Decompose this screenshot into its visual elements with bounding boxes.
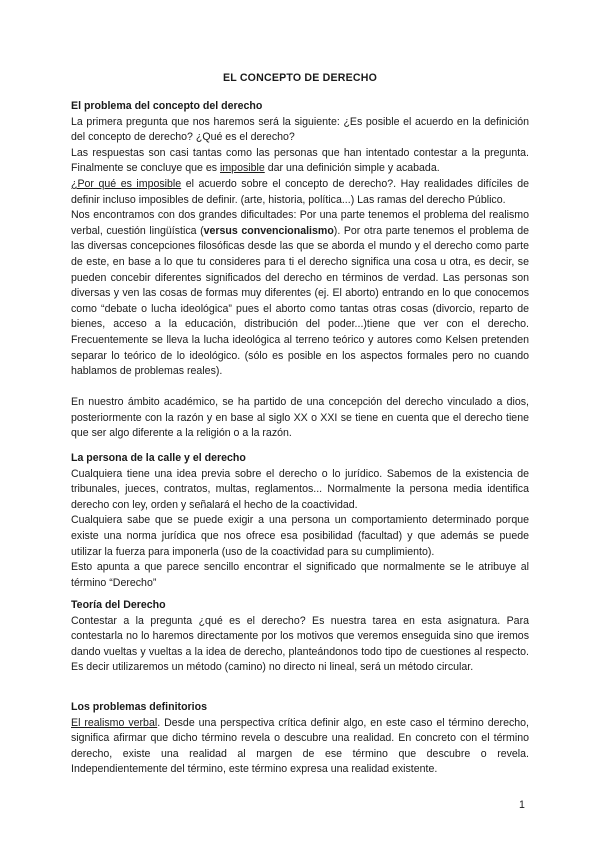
paragraph [71,208,529,380]
paragraph [71,716,529,778]
paragraph: Cualquiera tiene una idea previa sobre el derecho o lo jurídico. Sabemos de la existencia de tribunales, jueces, contratos, multas, reglamentos... Normalmente la persona media identifica derecho con ley, orden y señalará el hecho de la coactividad. [71,467,529,511]
section-definitional-problems [71,700,529,778]
text-run: ). Por otra parte tenemos el problema de las diversas concepciones filosóficas desde las que se aborda el mundo y el derecho como parte de este, en base a lo que tu consideres para ti el derecho significa una cosa u otra, es decir, se pueden concebir diferentes significados del derecho en términos de verdad. Las personas son diversas y ven las cosas de formas muy diferentes (ej. El aborto) entrando en lo que conocemos como “debate o lucha ideológica” pues el aborto como tantas otras cosas (divorcio, reparto de bienes, acceso a la educación, distribución del poder...)tiene que ver con el derecho. Frecuentemente se lleva la lucha ideológica al terreno teórico y autores como Kelsen pretenden separar lo teórico de lo ideológico. (sólo es posible en los aspectos formales pero no cuando hablamos de problemas reales). [71,224,529,378]
section-theory [71,598,529,676]
bold-term: versus convencionalismo [203,224,334,237]
section-heading: Los problemas definitorios [71,701,207,713]
page-number: 1 [519,799,525,811]
text-run: el acuerdo sobre el concepto de derecho?. Hay realidades difíciles de definir incluso imposibles de definir. (arte, historia, política...) Las ramas del derecho Público. [71,177,529,206]
paragraph [71,177,529,208]
paragraph [71,146,529,177]
section-heading: El problema del concepto del derecho [71,100,263,112]
underlined-question: ¿Por qué es imposible [71,177,182,190]
section-person-street [71,451,529,591]
paragraph: La primera pregunta que nos haremos será la siguiente: ¿Es posible el acuerdo en la definición del concepto de derecho? ¿Qué es el derecho? [71,115,529,144]
section-heading: La persona de la calle y el derecho [71,452,246,464]
paragraph: Contestar a la pregunta ¿qué es el derecho? Es nuestra tarea en esta asignatura. Para contestarla no lo haremos directamente por los motivos que veremos enseguida sino que iremos dando vueltas y vueltas a la idea de derecho, planteándonos todo tipo de cuestiones al respecto. Es decir utilizaremos un método (camino) no directo ni lineal, será un método circular. [71,614,529,674]
underlined-term: imposible [220,162,265,175]
section-heading: Teoría del Derecho [71,599,166,611]
paragraph: En nuestro ámbito académico, se ha partido de una concepción del derecho vinculado a dios, posteriormente con la razón y en base al siglo XX o XXI se tiene en cuenta que el derecho tiene que ser algo diferente a la religión o a la razón. [71,396,529,440]
document-title: EL CONCEPTO DE DERECHO [222,72,378,84]
text-run: Nos encontramos con dos grandes dificultades: Por una parte tenemos el problema del realismo verbal, cuestión lingüística ( [71,209,529,237]
paragraph: Esto apunta a que parece sencillo encontrar el significado que normalmente se le atribuye al término “Derecho” [71,561,529,589]
underlined-term: El realismo verbal [71,716,158,729]
text-run: dar una definición simple y acabada. [264,162,440,175]
text-run: Las respuestas son casi tantas como las personas que han intentado contestar a la pregunta. Finalmente se concluye que es [71,146,529,175]
text-run: . Desde una perspectiva crítica definir algo, en este caso el término derecho, significa afirmar que dicho término revela o descubre una realidad. En concreto con el término derecho, existe una realidad al margen de ese término que descubre o revela. Independientemente del término, este término expresa una realidad existente. [71,716,529,776]
paragraph: Cualquiera sabe que se puede exigir a una persona un comportamiento determinado porque existe una norma jurídica que nos ofrece esa posibilidad (facultad) y que además se puede utilizar la fuerza para imponerla (uso de la coactividad para su cumplimiento). [71,514,529,558]
section-concept-problem [71,99,529,442]
